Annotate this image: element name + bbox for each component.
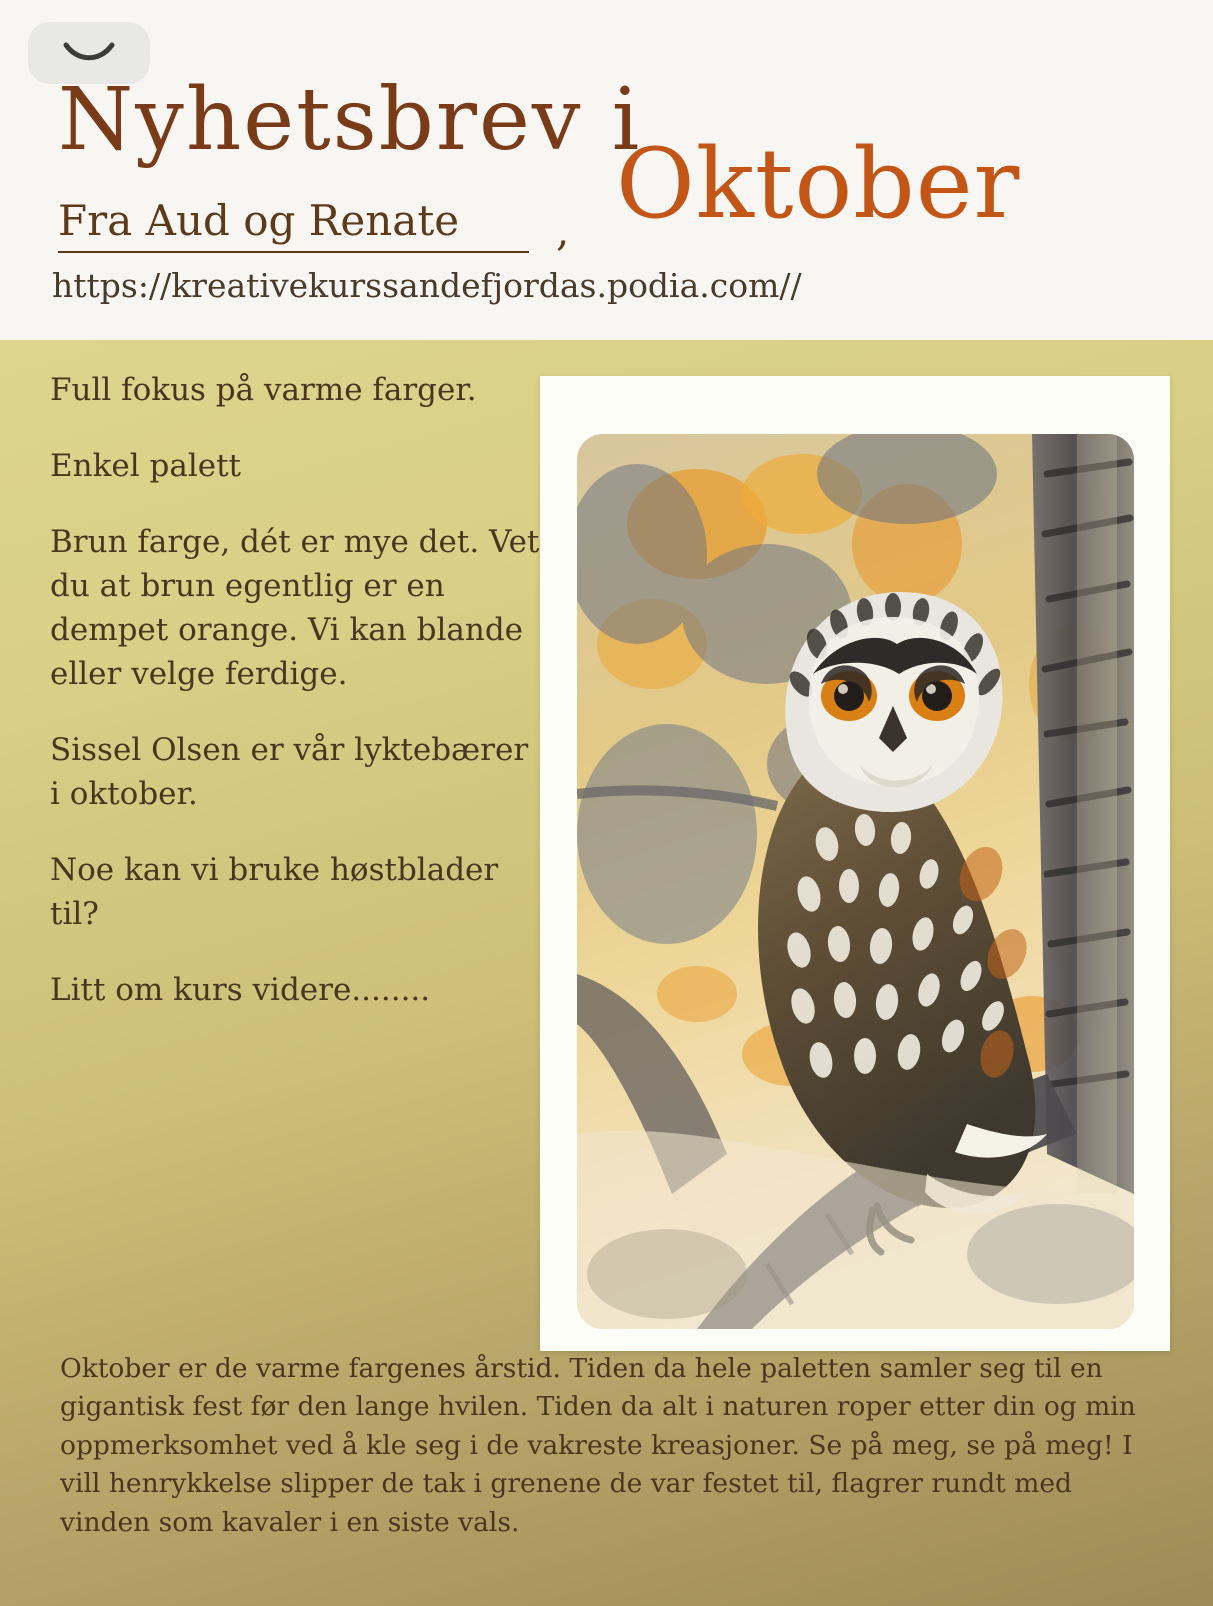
artwork-card <box>540 376 1170 1351</box>
newsletter-body <box>0 340 1213 1606</box>
intro-paragraph: Full fokus på varme farger. <box>50 372 477 408</box>
intro-paragraph: Brun farge, dét er mye det. Vet du at brun egentlig er en dempet orange. Vi kan blande eller velge ferdige. <box>50 524 540 693</box>
page-title: Nyhetsbrev i <box>58 70 642 170</box>
intro-paragraph: Noe kan vi bruke høstblader til? <box>50 852 499 933</box>
newsletter-authors: Fra Aud og Renate <box>58 196 529 253</box>
intro-paragraph: Enkel palett <box>50 448 241 485</box>
intro-paragraph-list <box>50 368 540 1044</box>
subtitle-comma: , <box>556 206 570 255</box>
watercolor-owl-painting <box>577 434 1134 1329</box>
closing-paragraph: Oktober er de varme fargenes årstid. Tiden da hele paletten samler seg til en gigantisk fest før den lange hvilen. Tiden da alt i naturen roper etter din og min oppmerksomhet ved å kle seg i de vakreste kreasjoner. Se på meg, se på meg! I vill henrykkelse slipper de tak i grenene de var festet til, flagrer rundt med vinden som kavaler i en siste vals. <box>60 1353 1136 1538</box>
newsletter-header <box>0 0 1213 340</box>
newsletter-url[interactable]: https://kreativekurssandefjordas.podia.com// <box>52 266 802 305</box>
intro-paragraph: Sissel Olsen er vår lyktebærer i oktober. <box>50 732 529 813</box>
page-title-accent: Oktober <box>616 128 1021 240</box>
intro-paragraph: Litt om kurs videre........ <box>50 972 431 1009</box>
